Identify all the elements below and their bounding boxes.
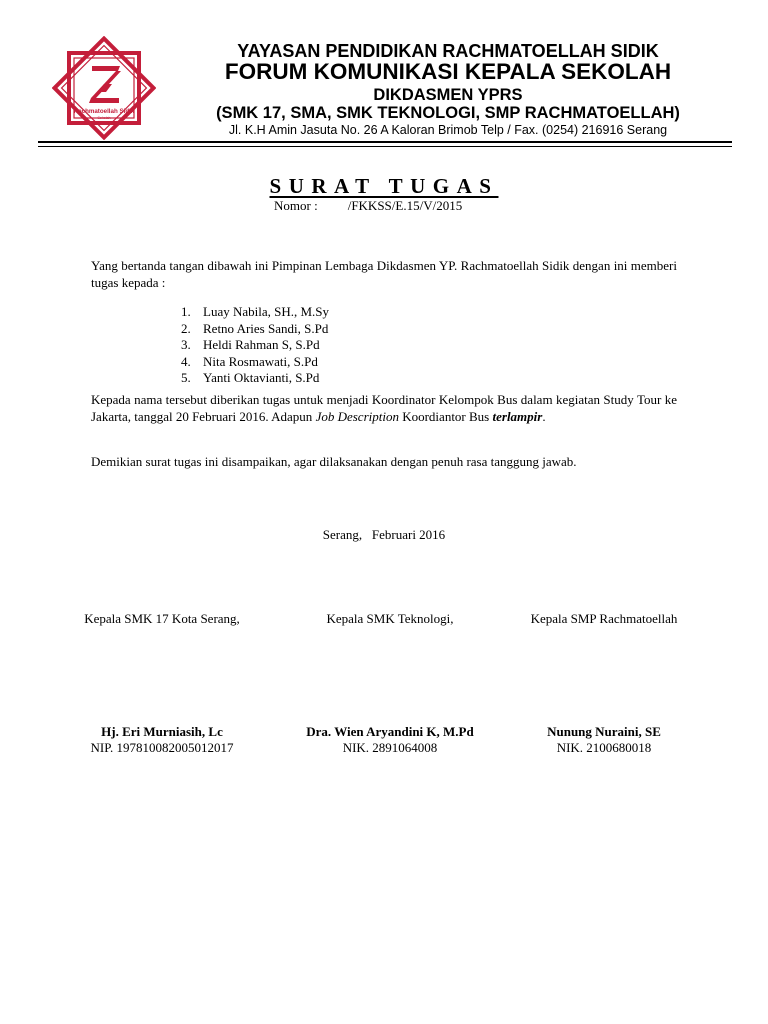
list-item-number: 4. bbox=[181, 353, 191, 369]
list-item bbox=[181, 321, 329, 338]
signatory-id: NIK. 2891064008 bbox=[342, 740, 438, 755]
schools-list: (SMK 17, SMA, SMK TEKNOLOGI, SMP RACHMATOELLAH) bbox=[216, 104, 680, 122]
signatory-role: Kepala SMK 17 Kota Serang, bbox=[84, 611, 240, 626]
signatory-name: Nunung Nuraini, SE bbox=[547, 724, 661, 739]
closing-paragraph: Demikian surat tugas ini disampaikan, agar dilaksanakan dengan penuh rasa tanggung jawab. bbox=[91, 454, 577, 469]
task-text-end: . bbox=[542, 408, 546, 424]
signatory-name: Hj. Eri Murniasih, Lc bbox=[101, 724, 223, 739]
logo-caption: Rachmatoellah Sidik bbox=[73, 108, 135, 115]
task-paragraph bbox=[91, 392, 677, 425]
list-item-name: Nita Rosmawati, S.Pd bbox=[203, 353, 318, 369]
signatory-name: Dra. Wien Aryandini K, M.Pd bbox=[306, 724, 474, 739]
signatory-role: Kepala SMK Teknologi, bbox=[326, 611, 454, 626]
document-title-text: SURAT TUGAS bbox=[269, 174, 499, 198]
intro-paragraph: Yang bertanda tangan dibawah ini Pimpinan Lembaga Dikdasmen YP. Rachmatoellah Sidik dengan ini memberi tugas kepada : bbox=[91, 258, 677, 290]
document-title bbox=[0, 174, 768, 199]
task-text-italic: Job Description bbox=[315, 408, 399, 424]
list-item bbox=[181, 370, 329, 387]
list-item-number: 1. bbox=[181, 304, 191, 319]
dikdasmen-name: DIKDASMEN YPRS bbox=[373, 86, 523, 104]
task-text-bold-italic: terlampir bbox=[492, 408, 543, 424]
list-item bbox=[181, 354, 329, 371]
signatory-id: NIP. 197810082005012017 bbox=[90, 740, 234, 755]
address: Jl. K.H Amin Jasuta No. 26 A Kaloran Brimob Telp / Fax. (0254) 216916 Serang bbox=[228, 123, 668, 137]
list-item bbox=[181, 337, 329, 354]
signatory-id: NIK. 2100680018 bbox=[556, 740, 652, 755]
list-item-name: Luay Nabila, SH., M.Sy bbox=[203, 304, 330, 319]
forum-name: FORUM KOMUNIKASI KEPALA SEKOLAH bbox=[224, 59, 672, 84]
list-item-name: Yanti Oktavianti, S.Pd bbox=[203, 370, 320, 386]
list-item-number: 5. bbox=[181, 370, 191, 386]
list-item-name: Heldi Rahman S, S.Pd bbox=[203, 337, 320, 353]
list-item-number: 2. bbox=[181, 320, 191, 336]
logo-subcaption: Sekolah bbox=[97, 116, 111, 120]
header-divider-thin bbox=[38, 146, 732, 147]
foundation-name: YAYASAN PENDIDIKAN RACHMATOELLAH SIDIK bbox=[237, 41, 659, 61]
document-number-value: /FKKSS/E.15/V/2015 bbox=[347, 198, 463, 213]
signatory-role: Kepala SMP Rachmatoellah bbox=[530, 611, 678, 626]
task-text-1: Kepada nama tersebut diberikan tugas untuk menjadi Koordinator Kelompok Bus dalam kegiatan Study Tour ke Jakarta, tanggal 20 Februari 2016. Adapun bbox=[91, 392, 677, 424]
document-number bbox=[274, 198, 462, 214]
task-text-2: Koordiantor Bus bbox=[398, 408, 493, 424]
list-item bbox=[181, 304, 329, 321]
header-divider-thick bbox=[38, 141, 732, 143]
star-octagon-logo-icon bbox=[52, 36, 156, 140]
list-item-number: 3. bbox=[181, 337, 191, 353]
document-number-label: Nomor : bbox=[274, 198, 318, 213]
assignee-list bbox=[181, 304, 329, 387]
place-date: Serang, Februari 2016 bbox=[322, 527, 446, 542]
list-item-name: Retno Aries Sandi, S.Pd bbox=[203, 320, 329, 336]
